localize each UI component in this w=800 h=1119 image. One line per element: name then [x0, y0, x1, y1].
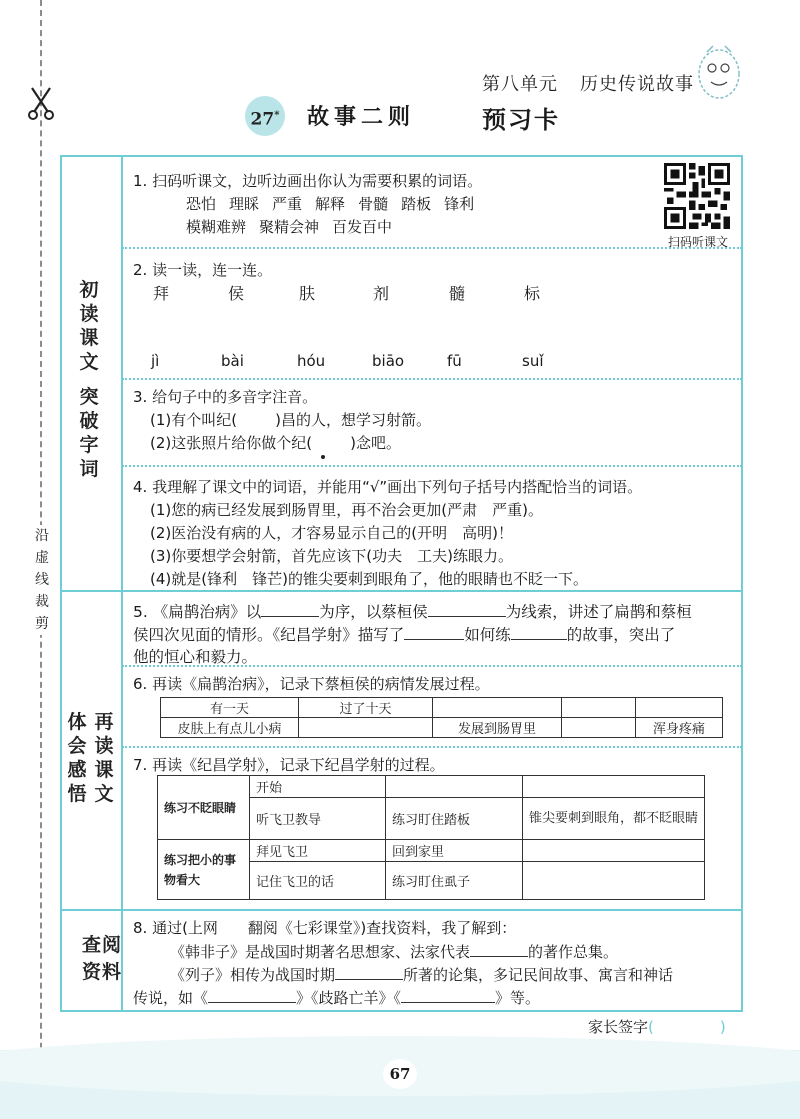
q6-cell[interactable] [433, 698, 562, 718]
q8-text-4b: 》《歧路亡羊》《 [296, 989, 402, 1007]
q8-line-3 [170, 963, 673, 987]
q3-s2-part-b: )念吧。 [350, 434, 401, 452]
q8-text-4a: 传说，如《 [133, 989, 209, 1007]
unit-topic: 历史传说故事 [580, 74, 694, 95]
q7-cell: 练习盯住踏板 [386, 798, 523, 840]
q2-character[interactable]: 标 [524, 284, 541, 303]
q5-blank-2[interactable] [428, 600, 506, 617]
q4-sentence-3: (3)你要想学会射箭，首先应该下(功夫 工夫)练眼力。 [150, 547, 513, 565]
lesson-title: 故事二则 [307, 104, 416, 130]
section-label-first-read: 初读课文 [79, 279, 99, 373]
q5-text-b: 为序，以蔡桓侯 [319, 603, 428, 621]
cut-along-dashed-line-text: 沿虚线裁剪 [31, 525, 53, 635]
q8-line-1: 8. 通过(上网 翻阅《七彩课堂》)查找资料，我了解到： [133, 919, 517, 937]
q2-pinyin[interactable]: biāo [372, 352, 405, 370]
lesson-number-badge [245, 96, 285, 136]
q7-group-1-label: 练习不眨眼睛 [158, 776, 250, 840]
mascot-doodle-icon [693, 42, 745, 102]
q3-s1-part-b: )昌的人，想学习射箭。 [275, 411, 431, 429]
q1-word[interactable]: 严重 [272, 195, 303, 213]
q6-cell[interactable] [636, 698, 723, 718]
q7-cell: 回到家里 [386, 840, 523, 862]
signature-open-bracket: ( [648, 1018, 654, 1036]
signature-close-bracket: ) [719, 1018, 726, 1036]
q2-pinyin[interactable]: hóu [297, 352, 326, 370]
unit-title [482, 70, 694, 96]
q5-blank-1[interactable] [261, 600, 319, 617]
q2-character[interactable]: 肤 [299, 284, 316, 303]
q7-cell: 记住飞卫的话 [250, 862, 386, 900]
q8-blank-2[interactable] [335, 963, 403, 980]
q1-word[interactable]: 踏板 [401, 195, 432, 213]
q3-sentence-2 [150, 432, 401, 455]
q1-word-row-2 [186, 216, 405, 239]
q8-line-4 [133, 986, 540, 1010]
q1-word[interactable]: 聚精会神 [259, 218, 320, 236]
q6-illness-table [160, 697, 723, 738]
q1-word[interactable]: 理睬 [229, 195, 260, 213]
q3-s1-part-a: (1)有个叫纪( [150, 411, 238, 429]
section-label-reflect: 体会感悟 [67, 711, 87, 805]
q6-cell: 发展到肠胃里 [433, 718, 562, 738]
q4-sentence-1: (1)您的病已经发展到肠胃里，再不治会更加(严肃 严重)。 [150, 501, 543, 519]
scissors-icon [26, 86, 56, 120]
unit-number: 第八单元 [482, 74, 558, 95]
emphasis-dot [321, 455, 325, 459]
lesson-mark: * [274, 110, 280, 121]
q7-prompt: 7. 再读《纪昌学射》，记录下纪昌学射的过程。 [133, 756, 445, 774]
parent-signature [588, 1016, 726, 1037]
divider-q2 [122, 378, 742, 380]
q8-text-3b: 所著的论集，多记民间故事、寓言和神话 [403, 966, 674, 984]
qr-code-icon[interactable] [664, 163, 730, 229]
q7-group-2-label: 练习把小的事物看大 [158, 840, 250, 900]
q2-character[interactable]: 髓 [449, 284, 466, 303]
q8-text-2a: 《韩非子》是战国时期著名思想家、法家代表 [170, 943, 471, 961]
q2-pinyin[interactable]: fū [447, 352, 462, 370]
q8-line-2 [170, 940, 618, 964]
q3-sentence-1 [150, 409, 431, 432]
section-label-research: 查阅 [81, 934, 122, 956]
q6-cell[interactable] [299, 718, 433, 738]
section-label-materials: 资料 [81, 961, 122, 983]
q4-sentence-4: (4)就是(锋利 锋芒)的锥尖要刺到眼角了，他的眼睛也不眨一下。 [150, 570, 588, 588]
q6-table-row-1 [161, 698, 723, 718]
q5-blank-4[interactable] [511, 623, 567, 640]
q5-text-c: 为线索，讲述了扁鹊和蔡桓 [505, 603, 692, 621]
q7-cell: 练习盯住虱子 [386, 862, 523, 900]
q6-prompt: 6. 再读《扁鹊治病》，记录下蔡桓侯的病情发展过程。 [133, 675, 490, 693]
lesson-number: 27 [250, 109, 275, 130]
page-number: 67 [383, 1059, 417, 1089]
q5-line-3: 他的恒心和毅力。 [133, 648, 258, 666]
q2-character[interactable]: 剂 [373, 284, 390, 303]
q1-prompt: 1. 扫码听课文，边听边画出你认为需要积累的词语。 [133, 172, 483, 190]
q6-cell: 浑身疼痛 [636, 718, 723, 738]
divider-q3 [122, 465, 742, 467]
q7-cell[interactable] [523, 862, 705, 900]
q6-cell: 有一天 [161, 698, 299, 718]
q1-word[interactable]: 解释 [315, 195, 346, 213]
q7-cell[interactable] [523, 840, 705, 862]
q7-cell[interactable] [523, 776, 705, 798]
q2-prompt: 2. 读一读，连一连。 [133, 261, 273, 279]
q8-blank-4[interactable] [401, 986, 495, 1003]
divider-q6 [122, 746, 742, 748]
q7-cell: 锥尖要刺到眼角，都不眨眼睛 [523, 798, 705, 840]
q7-cell: 听飞卫教导 [250, 798, 386, 840]
q5-line-1 [133, 600, 692, 624]
q2-pinyin[interactable]: jì [151, 352, 160, 370]
q3-s2-part-a: (2)这张照片给你做个纪( [150, 434, 313, 452]
q6-cell: 过了十天 [299, 698, 433, 718]
q2-character[interactable]: 拜 [153, 284, 170, 303]
q2-pinyin[interactable]: suǐ [522, 352, 544, 370]
q4-prompt: 4. 我理解了课文中的词语，并能用“√”画出下列句子括号内搭配恰当的词语。 [133, 478, 643, 496]
q6-cell[interactable] [562, 718, 636, 738]
section-column-divider [121, 156, 123, 1011]
section-label-reread: 再读课文 [94, 711, 114, 805]
q1-word[interactable]: 恐怕 [186, 195, 217, 213]
q5-text-e: 如何练 [464, 626, 511, 644]
q3-prompt: 3. 给句子中的多音字注音。 [133, 388, 318, 406]
q6-cell[interactable] [562, 698, 636, 718]
q8-text-2b: 的著作总集。 [528, 943, 619, 961]
preview-card-label: 预习卡 [482, 106, 560, 134]
q1-word-row-1 [186, 193, 487, 216]
divider-section-2 [61, 909, 742, 911]
q6-cell: 皮肤上有点儿小病 [161, 718, 299, 738]
q4-sentence-2: (2)医治没有病的人，才容易显示自己的(开明 高明)！ [150, 524, 513, 542]
q8-text-3a: 《列子》相传为战国时期 [170, 966, 336, 984]
parent-signature-label: 家长签字 [588, 1018, 649, 1036]
q8-blank-3[interactable] [208, 986, 296, 1003]
q7-training-table [157, 775, 705, 900]
q6-table-row-2 [161, 718, 723, 738]
q5-text-d: 侯四次见面的情形。《纪昌学射》描写了 [133, 626, 405, 644]
q7-cell: 拜见飞卫 [250, 840, 386, 862]
q1-word[interactable]: 百发百中 [332, 218, 393, 236]
q5-text-a: 5. 《扁鹊治病》以 [133, 603, 262, 621]
q7-cell[interactable] [386, 776, 523, 798]
q2-character[interactable]: 侯 [228, 284, 245, 303]
q1-word[interactable]: 锋利 [444, 195, 475, 213]
q1-word[interactable]: 模糊难辨 [186, 218, 247, 236]
q8-blank-1[interactable] [470, 940, 528, 957]
q5-blank-3[interactable] [404, 623, 464, 640]
q5-line-2 [133, 623, 675, 647]
q7-cell: 开始 [250, 776, 386, 798]
qr-label: 扫码听课文 [667, 235, 728, 249]
section-label-word-study: 突破字词 [79, 386, 99, 480]
q2-pinyin[interactable]: bài [221, 352, 244, 370]
q5-text-f: 的故事，突出了 [566, 626, 676, 644]
q1-word[interactable]: 骨髓 [358, 195, 389, 213]
q8-text-4c: 》等。 [495, 989, 541, 1007]
divider-q1 [122, 247, 742, 249]
